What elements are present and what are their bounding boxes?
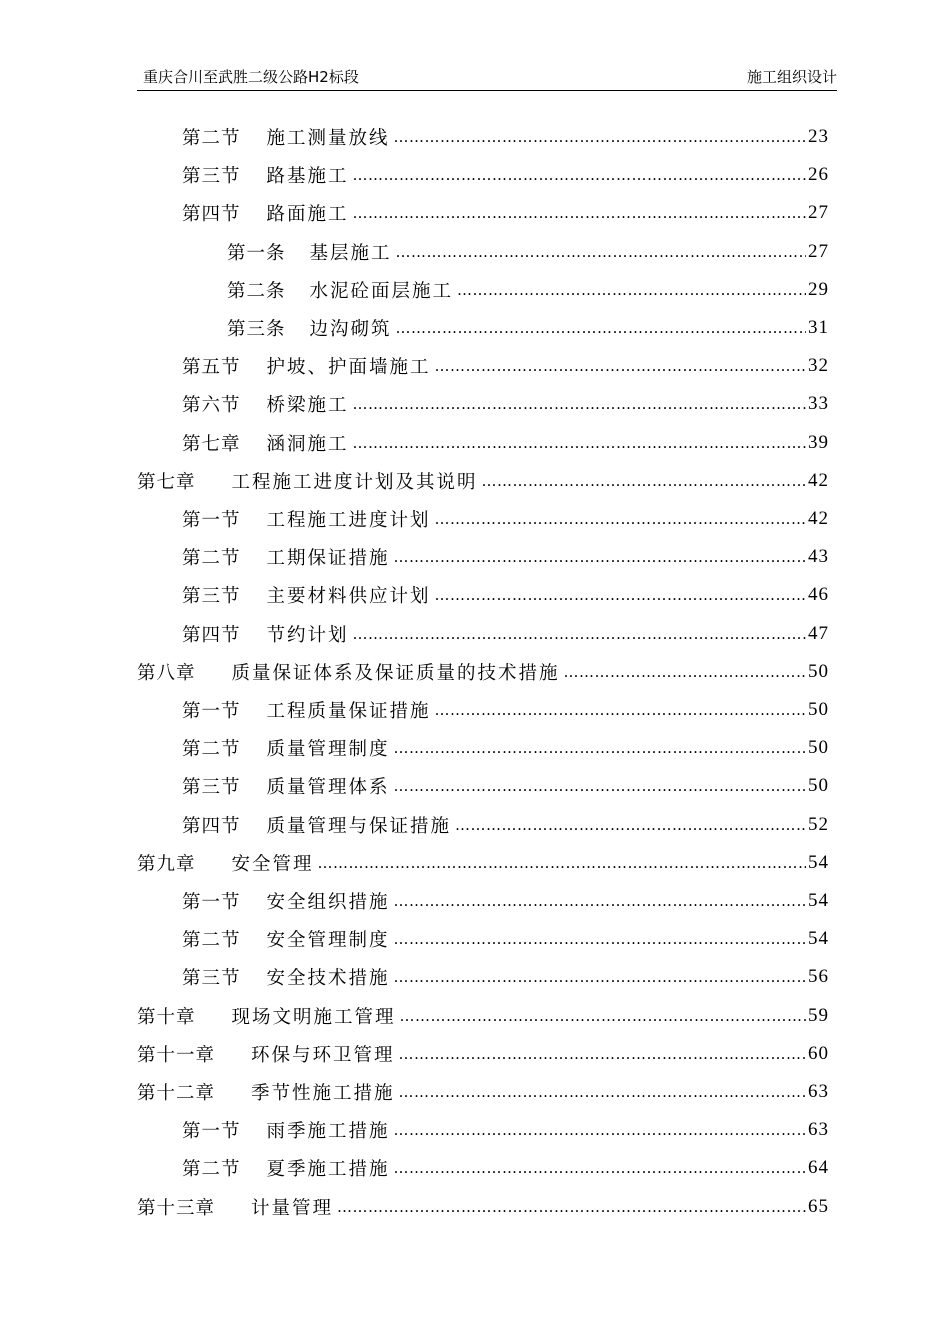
toc-dot-leader	[353, 434, 806, 452]
toc-entry-number: 第十二章	[137, 1083, 216, 1104]
toc-entry-number: 第七章	[182, 433, 241, 455]
toc-entry-title: 安全组织措施	[266, 892, 390, 913]
toc-entry[interactable]	[227, 309, 829, 347]
toc-entry[interactable]	[182, 500, 829, 538]
toc-entry-number: 第三节	[182, 586, 241, 608]
toc-entry-number: 第四节	[182, 204, 241, 226]
toc-entry[interactable]	[137, 653, 829, 691]
toc-dot-leader	[457, 281, 806, 299]
toc-entry-title: 质量管理制度	[266, 739, 390, 761]
toc-entry[interactable]	[137, 997, 829, 1035]
toc-entry-page-number: 46	[808, 584, 829, 606]
toc-entry[interactable]	[182, 920, 829, 958]
toc-entry-page-number: 54	[808, 851, 829, 873]
toc-dot-leader	[400, 1007, 806, 1025]
toc-dot-leader	[394, 968, 806, 986]
toc-entry-number: 第十一章	[137, 1044, 216, 1066]
toc-entry-title: 主要材料供应计划	[266, 586, 431, 608]
toc-entry[interactable]	[182, 385, 829, 423]
toc-entry-number: 第四节	[182, 815, 241, 837]
toc-dot-leader	[394, 1159, 806, 1177]
toc-entry-page-number: 63	[808, 1119, 829, 1141]
toc-entry[interactable]	[182, 118, 829, 156]
toc-entry-page-number: 54	[808, 928, 829, 950]
toc-entry-number: 第二节	[182, 1159, 241, 1181]
toc-entry-page-number: 52	[808, 813, 829, 835]
toc-dot-leader	[394, 548, 806, 566]
toc-dot-leader	[396, 243, 806, 261]
toc-dot-leader	[353, 625, 806, 643]
toc-entry-page-number: 29	[808, 278, 829, 300]
toc-entry-title: 节约计划	[266, 624, 349, 646]
header-document-type: 施工组织设计	[746, 68, 837, 86]
toc-dot-leader	[435, 586, 806, 604]
toc-entry-title: 工程质量保证措施	[266, 701, 431, 722]
toc-entry-number: 第四节	[182, 624, 241, 646]
toc-entry[interactable]	[137, 462, 829, 500]
toc-entry-title: 安全管理	[231, 853, 314, 875]
toc-entry-number: 第一条	[227, 242, 286, 264]
toc-dot-leader	[337, 1198, 806, 1216]
toc-entry[interactable]	[182, 1111, 829, 1149]
toc-entry-title: 质量管理体系	[266, 777, 390, 799]
toc-entry-page-number: 33	[808, 393, 829, 415]
toc-dot-leader	[353, 204, 806, 222]
toc-entry-page-number: 47	[808, 622, 829, 644]
toc-entry-page-number: 31	[808, 317, 829, 338]
toc-entry-title: 工程施工进度计划	[266, 510, 431, 531]
toc-dot-leader	[435, 357, 806, 375]
toc-entry-title: 工程施工进度计划及其说明	[231, 471, 478, 493]
toc-entry-title: 护坡、护面墙施工	[266, 357, 431, 379]
toc-entry-number: 第三条	[227, 319, 286, 340]
toc-dot-leader	[394, 128, 806, 146]
toc-dot-leader	[353, 395, 806, 413]
toc-entry-title: 工期保证措施	[266, 548, 390, 570]
toc-dot-leader	[435, 510, 806, 528]
toc-entry-title: 现场文明施工管理	[231, 1006, 396, 1028]
toc-entry-number: 第五节	[182, 357, 241, 379]
toc-entry[interactable]	[182, 156, 829, 194]
toc-dot-leader	[564, 663, 806, 681]
toc-entry-page-number: 60	[808, 1042, 829, 1064]
toc-entry-title: 涵洞施工	[266, 433, 349, 455]
toc-entry-title: 安全技术措施	[266, 968, 390, 990]
toc-entry-page-number: 56	[808, 966, 829, 988]
toc-entry-title: 边沟砌筑	[309, 319, 392, 340]
toc-entry-page-number: 39	[808, 431, 829, 453]
toc-entry-page-number: 27	[808, 202, 829, 224]
toc-entry-page-number: 26	[808, 164, 829, 186]
toc-entry-number: 第九章	[137, 853, 196, 875]
toc-dot-leader	[399, 1045, 806, 1063]
toc-entry[interactable]	[182, 767, 829, 805]
toc-entry[interactable]	[182, 576, 829, 614]
toc-entry-page-number: 59	[808, 1004, 829, 1026]
toc-dot-leader	[394, 1121, 806, 1139]
toc-entry-title: 水泥砼面层施工	[309, 280, 454, 302]
toc-dot-leader	[396, 319, 806, 337]
toc-entry[interactable]	[137, 844, 829, 882]
toc-entry-title: 施工测量放线	[266, 128, 390, 149]
toc-entry-number: 第二节	[182, 930, 241, 952]
toc-dot-leader	[455, 816, 806, 834]
toc-entry-number: 第十章	[137, 1006, 196, 1028]
toc-dot-leader	[399, 1083, 806, 1101]
toc-entry-number: 第一节	[182, 701, 241, 722]
toc-entry-title: 夏季施工措施	[266, 1159, 390, 1181]
toc-entry-number: 第三节	[182, 777, 241, 799]
toc-dot-leader	[482, 472, 806, 490]
toc-entry-number: 第三节	[182, 968, 241, 990]
toc-entry-number: 第一节	[182, 892, 241, 913]
header-project-name: 重庆合川至武胜二级公路H2标段	[143, 68, 359, 86]
toc-entry[interactable]	[137, 1188, 829, 1226]
toc-entry-number: 第二节	[182, 128, 241, 149]
toc-entry[interactable]	[182, 615, 829, 653]
toc-entry-title: 安全管理制度	[266, 930, 390, 952]
toc-entry-page-number: 27	[808, 240, 829, 262]
toc-entry[interactable]	[227, 271, 829, 309]
toc-entry-page-number: 42	[808, 469, 829, 491]
toc-entry-number: 第一节	[182, 510, 241, 531]
toc-entry-title: 质量管理与保证措施	[266, 815, 452, 837]
toc-entry-title: 路基施工	[266, 166, 349, 188]
toc-entry-number: 第一节	[182, 1121, 241, 1143]
toc-entry[interactable]	[182, 538, 829, 576]
toc-entry-title: 路面施工	[266, 204, 349, 226]
toc-dot-leader	[394, 739, 806, 757]
toc-entry-page-number: 42	[808, 508, 829, 529]
toc-entry-number: 第十三章	[137, 1197, 216, 1219]
toc-entry-title: 质量保证体系及保证质量的技术措施	[231, 662, 560, 684]
toc-entry-number: 第二节	[182, 548, 241, 570]
toc-entry[interactable]	[182, 882, 829, 920]
toc-entry-page-number: 50	[808, 699, 829, 720]
toc-entry[interactable]	[182, 1149, 829, 1187]
toc-dot-leader	[394, 930, 806, 948]
toc-entry[interactable]	[182, 691, 829, 729]
toc-entry-page-number: 50	[808, 737, 829, 759]
toc-entry-number: 第六节	[182, 395, 241, 417]
toc-entry[interactable]	[182, 424, 829, 462]
toc-entry-number: 第三节	[182, 166, 241, 188]
toc-entry[interactable]	[227, 233, 829, 271]
toc-entry-title: 基层施工	[309, 242, 392, 264]
toc-entry-title: 桥梁施工	[266, 395, 349, 417]
toc-entry[interactable]	[182, 958, 829, 996]
toc-entry-page-number: 32	[808, 355, 829, 377]
toc-entry[interactable]	[182, 806, 829, 844]
toc-entry[interactable]	[182, 729, 829, 767]
toc-dot-leader	[394, 777, 806, 795]
toc-entry-page-number: 50	[808, 660, 829, 682]
toc-dot-leader	[318, 854, 806, 872]
toc-entry-page-number: 43	[808, 546, 829, 568]
toc-entry[interactable]	[137, 1035, 829, 1073]
toc-entry-page-number: 50	[808, 775, 829, 797]
toc-entry[interactable]	[137, 1073, 829, 1111]
toc-entry-number: 第二节	[182, 739, 241, 761]
toc-entry-page-number: 23	[808, 126, 829, 147]
toc-entry-page-number: 65	[808, 1195, 829, 1217]
toc-dot-leader	[435, 701, 806, 719]
toc-entry-title: 季节性施工措施	[251, 1083, 395, 1104]
toc-entry-title: 雨季施工措施	[266, 1121, 390, 1143]
page-header	[137, 66, 837, 91]
toc-entry[interactable]	[182, 194, 829, 232]
toc-entry-number: 第二条	[227, 280, 286, 302]
toc-entry[interactable]	[182, 347, 829, 385]
toc-entry-page-number: 54	[808, 890, 829, 911]
toc-entry-number: 第七章	[137, 471, 196, 493]
toc-dot-leader	[394, 892, 806, 910]
toc-dot-leader	[353, 166, 806, 184]
toc-entry-title: 计量管理	[251, 1197, 334, 1219]
toc-entry-page-number: 63	[808, 1081, 829, 1102]
toc-entry-title: 环保与环卫管理	[251, 1044, 395, 1066]
toc-entry-number: 第八章	[137, 662, 196, 684]
toc-entry-page-number: 64	[808, 1157, 829, 1179]
